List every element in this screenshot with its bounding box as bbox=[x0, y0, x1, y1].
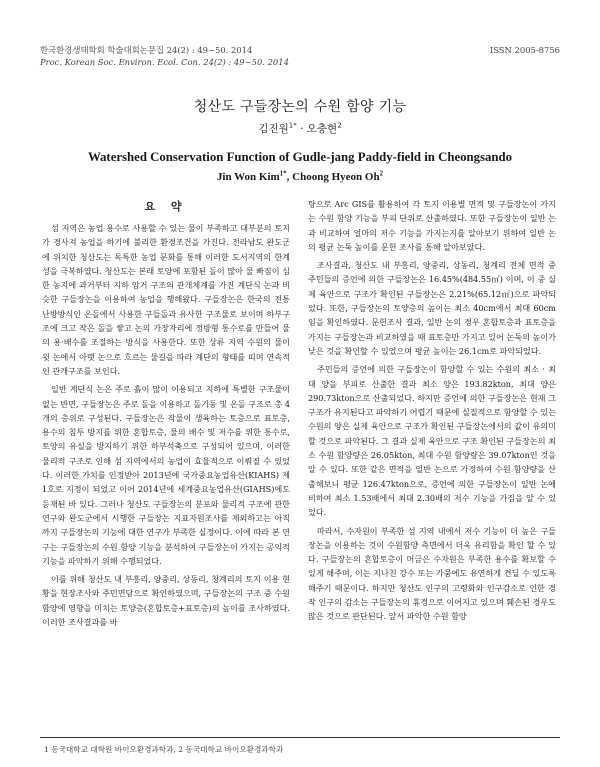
author-1-en: Jin Won Kim bbox=[216, 171, 280, 183]
body-paragraph: 주민들의 증언에 의한 구들장논이 함양할 수 있는 수원의 최소 · 최대 양을 부피로 산출한 결과 최소 양은 193.82kton, 최대 양은 290.73kton으로 산출되었다. 하지만 증언에 의한 구들장논은 현재 그 구조가 유지된다고 파악하기 어렵기 때문에 실질적으로 함양할 수 있는 수원의 양은 실제 육안으로 구조가 확인된 구들장논에서의 값이 유의미할 것으로 파악된다. 그 결과 실제 육안으로 구조 확인된 구들장논의 최소 수원 함양량은 26.05kton, 최대 수원 함양량은 39.07kton인 것을 알 수 있다. 또한 같은 면적을 일반 논으로 가정하여 수원 함양량을 산출해보니 평균 126.47kton으로, 증언에 의한 구들장논이 일반 논에 비하여 최소 1.53배에서 최대 2.30배의 저수 기능을 가짐을 알 수 있었다. bbox=[308, 364, 556, 518]
body-paragraph: 이를 위해 청산도 내 부흥리, 양중리, 상동리, 청계리의 토지 이용 현황을 현장조사와 주민면담으로 확인하였으며, 구들장논의 구조 중 수원 함양에 영향을 미치는 토양층(혼합토층+표토층)의 높이를 조사하였다. 이러한 조사결과를 바 bbox=[42, 574, 290, 628]
abstract-heading: 요 약 bbox=[144, 200, 188, 213]
author-2-en: Choong Hyeon Oh bbox=[292, 171, 380, 183]
authors-en bbox=[0, 171, 600, 183]
paper-title-en: Watershed Conservation Function of Gudle-jang Paddy-field in Cheongsando bbox=[87, 150, 513, 164]
body-paragraph: 따라서, 수자원이 부족한 섬 지역 내에서 저수 기능이 더 높은 구들장논을 이용하는 것이 수원함양 측면에서 더욱 유리함을 확인 할 수 있다. 구들장논의 혼합토층이 머금은 수자원은 부족한 용수를 확보할 수 있게 해주며, 이는 지나친 강수 또는 가뭄에도 유연하게 견딜 수 있도록 해주기 때문이다. 하지만 청산도 인구의 고령화와 인구감소로 인한 경작 인구의 감소는 구들장논의 휴경으로 이어지고 있으며 훼손된 경우도 많은 것으로 판단된다. 앞서 파악한 수원 함양 bbox=[308, 525, 556, 622]
paper-title-ko: 청산도 구들장논의 수원 함양 기능 bbox=[193, 99, 407, 115]
affiliation-footnote: 1 동국대학교 대학원 바이오환경과학과, 2 동국대학교 바이오환경과학과 bbox=[44, 745, 284, 754]
author-sep-ko: · bbox=[296, 123, 307, 135]
journal-citation-ko: 한국환경생태학회 학술대회논문집 24(2) : 49~50. 2014 bbox=[40, 45, 253, 55]
author-1-en-affil: 1* bbox=[279, 169, 287, 178]
issn: ISSN 2005-8756 bbox=[489, 45, 560, 55]
journal-citation-en: Proc. Korean Soc. Environ. Ecol. Con. 24(2) : 49~50. 2014 bbox=[40, 57, 289, 67]
author-2-en-affil: 2 bbox=[379, 169, 384, 178]
right-column bbox=[308, 197, 556, 628]
body-paragraph: 일반 계단식 논은 주로 흙이 많이 이용되고 지하에 특별한 구조물이 없는 반면, 구들장논은 주로 돌을 이용하고 돌기둥 및 온돌 구조로 총 4개의 층위로 구성된다. 구들장논은 작물이 생육하는 토층으로 표토층, 용수의 침투 방지를 위한 혼합토층, 물의 배수 및 저수를 위한 통수로, 토양의 유실을 방지하기 위한 하부석축으로 구성되어 있으며, 이러한 물리적 구조로 인해 섬 지역에서의 농업이 효율적으로 이뤄질 수 있었다. 이러한 가치를 인정받아 2013년에 국가중요농업유산(KIAHS) 제1호로 지정이 되었고 이어 2014년에 세계중요농업유산(GIAHS)에도 등재된 바 있다. 그러나 청산도 구들장논의 분포와 물리적 구조에 관한 연구와 완도군에서 시행한 구들장논 지표자원조사를 제외하고는 아직까지 구들장논의 기능에 대한 연구가 부족한 실정이다. 이에 따라 본 연구는 구들장논의 수원 함양 기능을 분석하여 구들장논이 가지는 공익적 기능을 파악하기 위해 수행되었다. bbox=[42, 384, 290, 566]
author-2-ko-affil: 2 bbox=[337, 121, 342, 130]
body-paragraph: 탕으로 Arc GIS를 활용하여 각 토지 이용별 면적 및 구들장논이 가지는 수원 함양 기능을 부피 단위로 산출하였다. 또한 구들장논이 일반 논과 비교하여 얼마의 저수 기능을 가지는지를 알아보기 위하여 일반 논의 평균 논둑 높이를 문헌 조사를 통해 알아보았다. bbox=[308, 199, 556, 252]
author-sep-en: , bbox=[286, 171, 293, 183]
author-1-ko-affil: 1* bbox=[288, 121, 297, 130]
author-2-ko: 오충현 bbox=[306, 123, 338, 135]
body-paragraph: 섬 지역은 농업 용수로 사용할 수 있는 물이 부족하고 대부분의 토지가 경사져 농업을 하기에 불리한 환경조건을 가진다. 전라남도 완도군에 위치한 청산도는 독특한 농업 문화를 통해 이러한 도서지역의 한계성을 극복하였다. 청산도는 본래 토양에 포함된 돌이 많아 물 빠짐이 심한 농지에 과거부터 지하 암거 구조의 관개체계를 가진 계단식 논과 비슷한 구들장논을 이용하여 농업을 행해왔다. 구들장논은 한국의 전통 난방방식인 온돌에서 사용한 구들돌과 유사한 구조물로 보이며 하부구조에 크고 작은 돌을 쌓고 논의 가장자리에 정방형 통수로를 만들어 물의 용·배수를 조절하는 방식을 사용한다. 또한 상류 지역 수원의 물이 윗 논에서 아랫 논으로 흐르는 물길을 따라 계단의 형태를 띠며 연속적인 관개구조를 보인다. bbox=[42, 223, 290, 376]
footnote-divider bbox=[40, 737, 560, 738]
left-column bbox=[42, 197, 290, 633]
authors-ko bbox=[0, 121, 600, 136]
journal-header bbox=[40, 44, 560, 68]
author-1-ko: 김진원 bbox=[258, 123, 289, 135]
body-paragraph: 조사결과, 청산도 내 부흥리, 양중리, 상동리, 청계리 전체 면적 중 주민들의 증언에 의한 구들장논은 16.45%(484.55㎡) 이며, 이 중 실제 육안으로 구조가 확인된 구들장논은 2.21%(65.12㎡)으로 파악되었다. 또한, 구들장논의 토양층의 높이는 최소 40cm에서 최대 60cm임을 확인하였다. 문헌조사 결과, 일반 논의 경우 혼합토층과 표토층을 가지는 구들장논과 비교하였을 때 표토층만 가지고 있어 논둑의 높이가 낮은 것을 확인할 수 있었으며 평균 높이는 26.1cm로 파악되었다. bbox=[308, 260, 556, 356]
